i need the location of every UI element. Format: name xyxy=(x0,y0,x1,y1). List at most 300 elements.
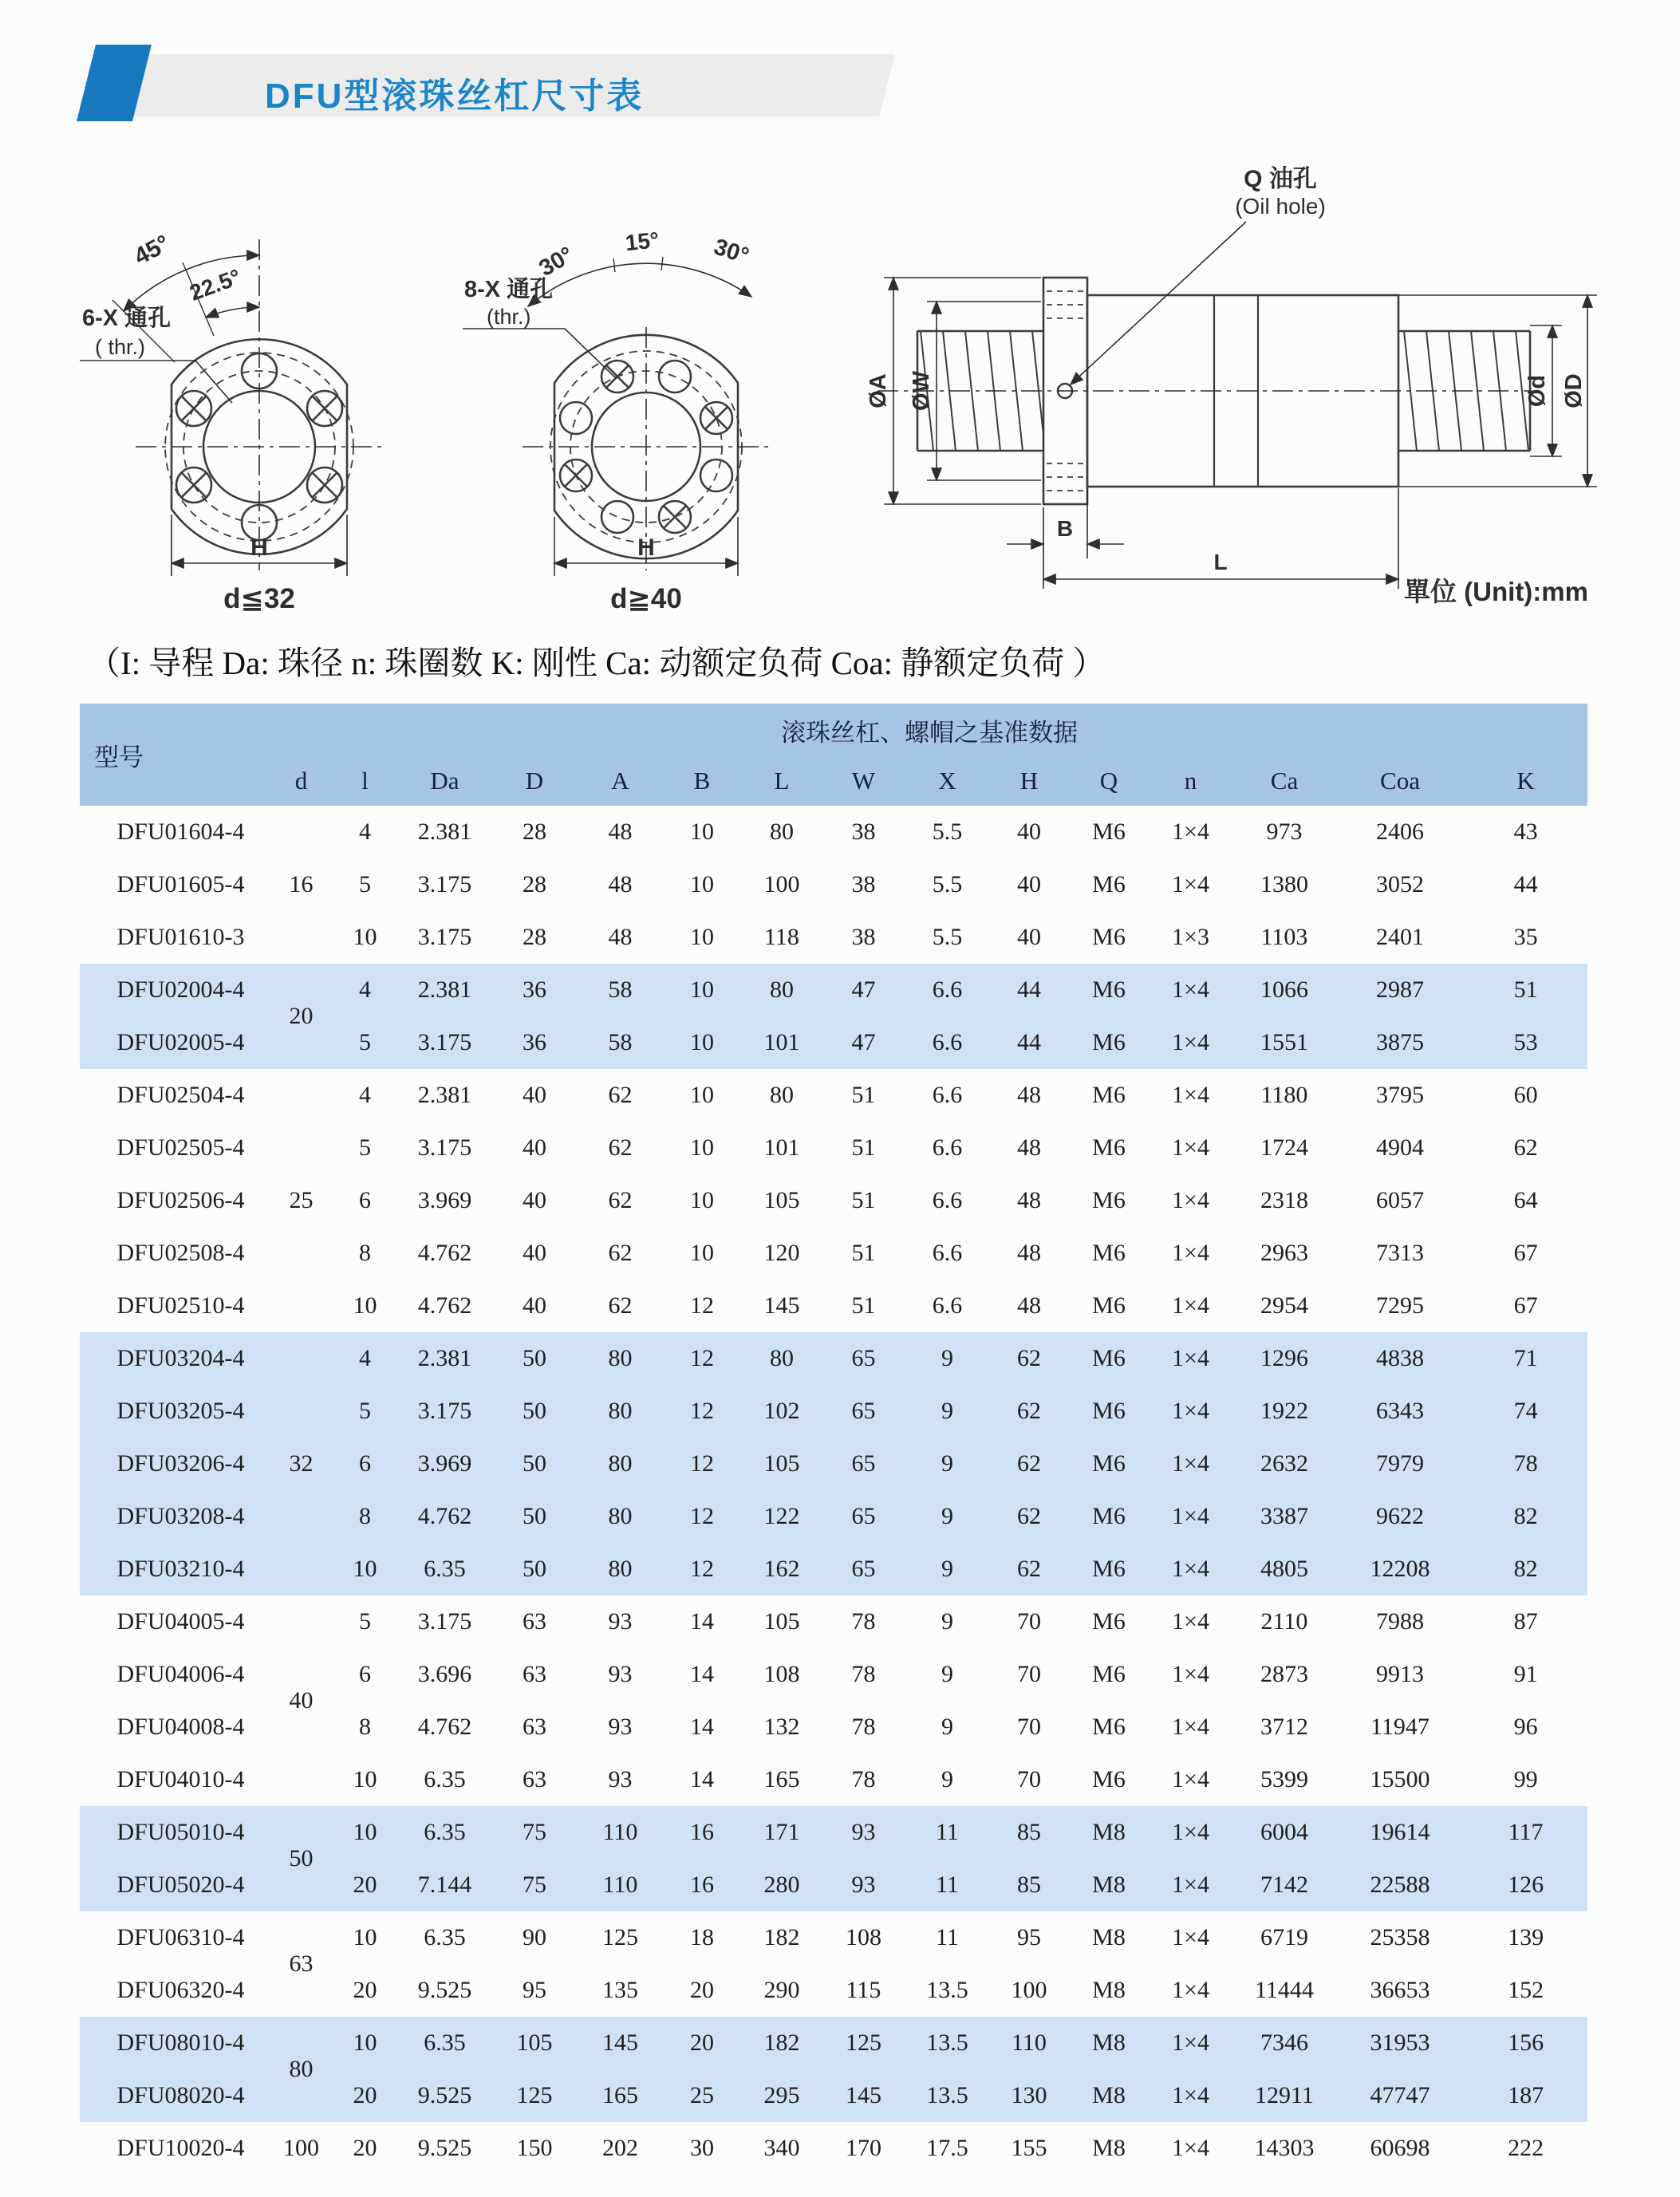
value-cell: 9 xyxy=(905,1385,989,1438)
value-cell: 6.6 xyxy=(932,1082,963,1108)
value-cell: 62 xyxy=(608,1187,633,1213)
value-cell: 10 xyxy=(331,1543,399,1595)
value-cell: M8 xyxy=(1069,1859,1149,1911)
col-header-l: l xyxy=(331,756,399,806)
value-cell: 38 xyxy=(851,818,876,845)
value-cell: 63 xyxy=(523,1661,546,1687)
col-header-B: B xyxy=(662,756,742,806)
value-cell: 11 xyxy=(936,1924,959,1950)
value-cell: 1×4 xyxy=(1172,1292,1209,1319)
angle-22-5-label: 22.5° xyxy=(186,264,244,306)
value-cell: 14 xyxy=(690,1766,714,1793)
value-cell: 51 xyxy=(851,1240,876,1266)
value-cell: 78 xyxy=(851,1608,876,1635)
flange-front-view-small-drawing xyxy=(76,128,459,618)
value-cell: 28 xyxy=(523,871,546,897)
value-cell: 9 xyxy=(941,1766,953,1793)
length-l-label: L xyxy=(1213,550,1228,574)
value-cell: 40 xyxy=(523,1082,546,1108)
value-cell: 36653 xyxy=(1370,1977,1430,2003)
value-cell: 74 xyxy=(1464,1385,1587,1438)
value-cell: 187 xyxy=(1464,2069,1587,2122)
value-cell: 48 xyxy=(1017,1240,1041,1266)
value-cell: 2987 xyxy=(1336,964,1464,1016)
value-cell: 48 xyxy=(1017,1187,1041,1213)
value-cell: 6.6 xyxy=(905,1016,989,1069)
value-cell: 51 xyxy=(851,1292,876,1319)
value-cell: 13.5 xyxy=(926,1977,968,2003)
value-cell: 16 xyxy=(662,1806,742,1859)
value-cell: 105 xyxy=(763,1608,800,1635)
value-cell: 48 xyxy=(608,871,633,897)
value-cell: 1×4 xyxy=(1149,1859,1232,1911)
value-cell: 12911 xyxy=(1232,2069,1336,2122)
value-cell: 2.381 xyxy=(399,964,491,1016)
value-cell: 2318 xyxy=(1260,1187,1308,1213)
shaft-diameter-cell: 100 xyxy=(283,2135,319,2161)
value-cell: 6.35 xyxy=(424,1766,466,1793)
value-cell: 5.5 xyxy=(932,871,963,897)
value-cell: 3052 xyxy=(1376,871,1424,897)
value-cell: 10 xyxy=(690,1134,714,1161)
value-cell: 10 xyxy=(662,964,742,1016)
value-cell: 58 xyxy=(578,1016,662,1069)
value-cell: 5 xyxy=(359,1608,371,1635)
value-cell: 62 xyxy=(989,1332,1069,1385)
value-cell: 65 xyxy=(822,1332,905,1385)
value-cell: 2963 xyxy=(1260,1240,1308,1266)
value-cell: 10 xyxy=(690,1082,714,1108)
value-cell: 125 xyxy=(822,2017,905,2069)
value-cell: 9 xyxy=(941,1714,953,1740)
value-cell: 40 xyxy=(523,1292,546,1319)
value-cell: 82 xyxy=(1464,1543,1587,1595)
value-cell: 1×4 xyxy=(1149,1490,1232,1543)
value-cell: 182 xyxy=(763,1924,800,1950)
size-range-label: d≦32 xyxy=(223,583,295,614)
value-cell: 1×4 xyxy=(1172,1766,1209,1793)
value-cell: M6 xyxy=(1092,1134,1126,1161)
value-cell: 13.5 xyxy=(905,2017,989,2069)
value-cell: 9.525 xyxy=(417,1977,472,2003)
value-cell: 1×4 xyxy=(1149,1438,1232,1490)
value-cell: 87 xyxy=(1513,1608,1538,1635)
value-cell: 1×4 xyxy=(1172,1187,1209,1213)
value-cell: 1×4 xyxy=(1172,2135,1209,2161)
value-cell: 1×4 xyxy=(1149,2069,1232,2122)
value-cell: 50 xyxy=(491,1543,578,1595)
angle-45-label: 45° xyxy=(129,230,175,270)
value-cell: 10 xyxy=(690,1240,714,1266)
value-cell: 5 xyxy=(359,1134,371,1161)
value-cell: 1×4 xyxy=(1149,1806,1232,1859)
value-cell: 93 xyxy=(608,1661,633,1687)
value-cell: 6 xyxy=(359,1187,371,1213)
value-cell: 82 xyxy=(1464,1490,1587,1543)
value-cell: 182 xyxy=(742,2017,822,2069)
value-cell: 2.381 xyxy=(417,818,472,845)
value-cell: 1922 xyxy=(1232,1385,1336,1438)
value-cell: 4.762 xyxy=(417,1240,472,1266)
value-cell: 12 xyxy=(662,1385,742,1438)
value-cell: 130 xyxy=(989,2069,1069,2122)
value-cell: 6.35 xyxy=(399,1806,491,1859)
dia-d-small-label: Ød xyxy=(1524,374,1550,408)
value-cell: 3.696 xyxy=(417,1661,472,1687)
value-cell: 60698 xyxy=(1370,2135,1430,2161)
value-cell: 93 xyxy=(822,1859,905,1911)
value-cell: 118 xyxy=(764,924,799,950)
value-cell: 7142 xyxy=(1232,1859,1336,1911)
value-cell: M6 xyxy=(1069,1438,1149,1490)
value-cell: 5.5 xyxy=(932,818,963,845)
value-cell: 40 xyxy=(523,1240,546,1266)
value-cell: 110 xyxy=(578,1859,662,1911)
value-cell: M8 xyxy=(1092,1924,1126,1950)
value-cell: 62 xyxy=(608,1292,633,1319)
legend-line: （I: 导程 Da: 珠径 n: 珠圈数 K: 刚性 Ca: 动额定负荷 Coa: 静额定负荷 ） xyxy=(88,645,1106,681)
value-cell: 8 xyxy=(359,1240,371,1266)
value-cell: M8 xyxy=(1069,1806,1149,1859)
value-cell: 48 xyxy=(1017,1082,1041,1108)
value-cell: 80 xyxy=(578,1543,662,1595)
value-cell: 100 xyxy=(1011,1977,1047,2003)
value-cell: 12 xyxy=(662,1543,742,1595)
model-cell: DFU03205-4 xyxy=(80,1385,271,1438)
value-cell: 4 xyxy=(359,818,371,845)
table-body xyxy=(80,806,1587,2175)
value-cell: 85 xyxy=(989,1806,1069,1859)
value-cell: 38 xyxy=(851,924,876,950)
table-row xyxy=(80,1806,1587,1859)
flange-front-view-large-drawing xyxy=(463,128,846,618)
value-cell: 7346 xyxy=(1232,2017,1336,2069)
value-cell: 20 xyxy=(690,1977,714,2003)
value-cell: 6.35 xyxy=(399,1543,491,1595)
model-cell: DFU03206-4 xyxy=(80,1438,271,1490)
value-cell: 65 xyxy=(822,1438,905,1490)
value-cell: 9.525 xyxy=(417,2135,472,2161)
value-cell: 4 xyxy=(359,1082,371,1108)
table-row xyxy=(80,1595,1587,1648)
table-row xyxy=(80,964,1587,1016)
value-cell: 1380 xyxy=(1260,871,1308,897)
value-cell: 16 xyxy=(662,1859,742,1911)
value-cell: 95 xyxy=(523,1977,546,2003)
value-cell: 48 xyxy=(1017,1292,1041,1319)
value-cell: 3.175 xyxy=(417,1608,472,1635)
value-cell: M6 xyxy=(1092,1082,1126,1108)
value-cell: M6 xyxy=(1092,1714,1126,1740)
value-cell: 70 xyxy=(1017,1714,1041,1740)
value-cell: 3875 xyxy=(1336,1016,1464,1069)
value-cell: 20 xyxy=(353,1977,377,2003)
angle-30-left-label: 30° xyxy=(534,242,578,282)
value-cell: 11947 xyxy=(1370,1714,1430,1740)
value-cell: 165 xyxy=(763,1766,800,1793)
value-cell: 4.762 xyxy=(417,1714,472,1740)
value-cell: 65 xyxy=(822,1385,905,1438)
col-header-X: X xyxy=(905,756,989,806)
value-cell: 10 xyxy=(353,1924,377,1950)
value-cell: 43 xyxy=(1513,818,1538,845)
model-cell: DFU08010-4 xyxy=(80,2017,271,2069)
value-cell: 1×4 xyxy=(1172,1714,1209,1740)
value-cell: 1296 xyxy=(1232,1332,1336,1385)
value-cell: 4.762 xyxy=(399,1490,491,1543)
value-cell: M6 xyxy=(1092,1187,1126,1213)
value-cell: 53 xyxy=(1464,1016,1587,1069)
shaft-diameter-cell: 32 xyxy=(271,1332,331,1595)
data-title-header: 滚珠丝杠、螺帽之基准数据 xyxy=(271,704,1587,756)
value-cell: 50 xyxy=(491,1332,578,1385)
table-row xyxy=(80,2122,1587,2175)
value-cell: 5 xyxy=(331,1016,399,1069)
value-cell: 11 xyxy=(905,1806,989,1859)
through-hole-label-line1: 8-X 通孔 xyxy=(464,277,554,302)
angle-15-label: 15° xyxy=(624,227,661,256)
col-header-d: d xyxy=(271,756,331,806)
value-cell: 170 xyxy=(846,2135,881,2161)
value-cell: 62 xyxy=(989,1543,1069,1595)
value-cell: 102 xyxy=(742,1385,822,1438)
oil-hole-label-line2: (Oil hole) xyxy=(1235,194,1326,219)
value-cell: M6 xyxy=(1092,1608,1126,1635)
value-cell: 152 xyxy=(1508,1977,1544,2003)
value-cell: 62 xyxy=(989,1438,1069,1490)
value-cell: 11 xyxy=(905,1859,989,1911)
value-cell: 1103 xyxy=(1260,924,1308,950)
model-cell: DFU06310-4 xyxy=(116,1924,245,1950)
value-cell: 93 xyxy=(822,1806,905,1859)
model-cell: DFU02005-4 xyxy=(80,1016,271,1069)
model-cell: DFU02508-4 xyxy=(116,1240,245,1266)
value-cell: 6.6 xyxy=(932,1134,963,1161)
dimension-table xyxy=(80,704,1587,2175)
value-cell: 1×3 xyxy=(1172,924,1209,950)
value-cell: M6 xyxy=(1092,1292,1126,1319)
value-cell: 6719 xyxy=(1260,1924,1308,1950)
value-cell: 51 xyxy=(851,1187,876,1213)
shaft-diameter-cell: 63 xyxy=(289,1950,314,1977)
col-header-K: K xyxy=(1464,756,1587,806)
col-header-Q: Q xyxy=(1069,756,1149,806)
value-cell: 36 xyxy=(491,1016,578,1069)
model-cell: DFU04008-4 xyxy=(116,1714,245,1740)
value-cell: 2401 xyxy=(1376,924,1424,950)
model-cell: DFU01604-4 xyxy=(116,818,245,845)
value-cell: 3.175 xyxy=(417,924,472,950)
value-cell: 80 xyxy=(578,1438,662,1490)
value-cell: 78 xyxy=(1464,1438,1587,1490)
value-cell: 25 xyxy=(662,2069,742,2122)
value-cell: 156 xyxy=(1464,2017,1587,2069)
value-cell: 110 xyxy=(578,1806,662,1859)
value-cell: 47747 xyxy=(1336,2069,1464,2122)
col-header-W: W xyxy=(822,756,905,806)
value-cell: 12 xyxy=(662,1332,742,1385)
value-cell: 3387 xyxy=(1232,1490,1336,1543)
value-cell: 5399 xyxy=(1260,1766,1308,1793)
value-cell: M6 xyxy=(1092,1661,1126,1687)
value-cell: 10 xyxy=(331,2017,399,2069)
value-cell: 12 xyxy=(662,1490,742,1543)
value-cell: 99 xyxy=(1513,1766,1538,1793)
model-cell: DFU08020-4 xyxy=(80,2069,271,2122)
value-cell: 6.6 xyxy=(932,1240,963,1266)
model-cell: DFU05020-4 xyxy=(80,1859,271,1911)
value-cell: 7295 xyxy=(1376,1292,1424,1319)
model-cell: DFU02504-4 xyxy=(116,1082,245,1108)
value-cell: 108 xyxy=(846,1924,881,1950)
value-cell: 101 xyxy=(763,1134,800,1161)
shaft-diameter-cell: 16 xyxy=(289,871,314,897)
value-cell: 1×4 xyxy=(1149,1332,1232,1385)
value-cell: M8 xyxy=(1069,2017,1149,2069)
value-cell: 80 xyxy=(578,1332,662,1385)
value-cell: 65 xyxy=(822,1490,905,1543)
value-cell: 9.525 xyxy=(399,2069,491,2122)
value-cell: 1×4 xyxy=(1172,1240,1209,1266)
value-cell: 135 xyxy=(602,1977,638,2003)
value-cell: 9913 xyxy=(1376,1661,1424,1687)
value-cell: 1180 xyxy=(1260,1082,1308,1108)
value-cell: 80 xyxy=(578,1385,662,1438)
value-cell: 145 xyxy=(578,2017,662,2069)
value-cell: 80 xyxy=(742,1332,822,1385)
value-cell: 340 xyxy=(763,2135,800,2161)
value-cell: 40 xyxy=(523,1187,546,1213)
value-cell: 162 xyxy=(742,1543,822,1595)
value-cell: 2406 xyxy=(1376,818,1424,845)
shaft-diameter-cell: 50 xyxy=(271,1806,331,1911)
page-title: DFU型滚珠丝杠尺寸表 xyxy=(265,77,645,116)
value-cell: 65 xyxy=(822,1543,905,1595)
value-cell: 222 xyxy=(1508,2135,1544,2161)
value-cell: 4904 xyxy=(1376,1134,1424,1161)
value-cell: M8 xyxy=(1092,1977,1126,2003)
through-hole-label-line2: (thr.) xyxy=(487,305,531,329)
value-cell: 78 xyxy=(851,1714,876,1740)
value-cell: 1×4 xyxy=(1172,1082,1209,1108)
value-cell: 71 xyxy=(1464,1332,1587,1385)
value-cell: 117 xyxy=(1464,1806,1587,1859)
value-cell: 3712 xyxy=(1260,1714,1308,1740)
model-cell: DFU01605-4 xyxy=(116,871,245,897)
value-cell: 67 xyxy=(1513,1292,1538,1319)
value-cell: 70 xyxy=(1017,1661,1041,1687)
value-cell: 155 xyxy=(1011,2135,1047,2161)
value-cell: 295 xyxy=(742,2069,822,2122)
value-cell: 12 xyxy=(690,1292,714,1319)
value-cell: 28 xyxy=(523,818,546,845)
value-cell: 1×4 xyxy=(1149,964,1232,1016)
col-header-Da: Da xyxy=(399,756,491,806)
value-cell: 20 xyxy=(662,2017,742,2069)
value-cell: 108 xyxy=(763,1661,800,1687)
value-cell: 44 xyxy=(989,1016,1069,1069)
value-cell: 64 xyxy=(1513,1187,1538,1213)
value-cell: 93 xyxy=(608,1766,633,1793)
value-cell: 6057 xyxy=(1376,1187,1424,1213)
value-cell: 93 xyxy=(608,1608,633,1635)
value-cell: M6 xyxy=(1069,1016,1149,1069)
value-cell: 3.175 xyxy=(417,871,472,897)
col-header-Coa: Coa xyxy=(1336,756,1464,806)
value-cell: 36 xyxy=(491,964,578,1016)
value-cell: 1×4 xyxy=(1149,1016,1232,1069)
value-cell: 96 xyxy=(1513,1714,1538,1740)
value-cell: 19614 xyxy=(1336,1806,1464,1859)
value-cell: 50 xyxy=(491,1385,578,1438)
value-cell: 9 xyxy=(905,1543,989,1595)
value-cell: 5.5 xyxy=(932,924,963,950)
value-cell: 20 xyxy=(353,2135,377,2161)
value-cell: 14 xyxy=(690,1661,714,1687)
value-cell: 80 xyxy=(578,1490,662,1543)
value-cell: M6 xyxy=(1092,1766,1126,1793)
dia-d-big-label: ØD xyxy=(1561,373,1587,408)
value-cell: 28 xyxy=(523,924,546,950)
value-cell: 6.6 xyxy=(905,964,989,1016)
value-cell: 75 xyxy=(491,1859,578,1911)
value-cell: 1×4 xyxy=(1172,1134,1209,1161)
value-cell: 3.175 xyxy=(399,1016,491,1069)
value-cell: 62 xyxy=(989,1490,1069,1543)
value-cell: 10 xyxy=(662,1016,742,1069)
value-cell: 3.969 xyxy=(399,1438,491,1490)
value-cell: 1×4 xyxy=(1172,1608,1209,1635)
value-cell: 145 xyxy=(822,2069,905,2122)
width-h-label: H xyxy=(637,534,655,561)
col-header-n: n xyxy=(1149,756,1232,806)
value-cell: 85 xyxy=(989,1859,1069,1911)
table-row xyxy=(80,1332,1587,1385)
value-cell: 9 xyxy=(941,1661,953,1687)
model-cell: DFU03204-4 xyxy=(80,1332,271,1385)
value-cell: 165 xyxy=(578,2069,662,2122)
value-cell: 12208 xyxy=(1336,1543,1464,1595)
value-cell: 9 xyxy=(905,1490,989,1543)
value-cell: 10 xyxy=(690,871,714,897)
col-header-H: H xyxy=(989,756,1069,806)
value-cell: M6 xyxy=(1092,1240,1126,1266)
value-cell: 280 xyxy=(742,1859,822,1911)
value-cell: 2954 xyxy=(1260,1292,1308,1319)
value-cell: 6.35 xyxy=(424,1924,466,1950)
model-cell: DFU05010-4 xyxy=(80,1806,271,1859)
value-cell: M6 xyxy=(1092,871,1126,897)
model-cell: DFU04006-4 xyxy=(116,1661,245,1687)
dia-a-label: ØA xyxy=(866,373,891,408)
value-cell: 4 xyxy=(331,1332,399,1385)
col-header-Ca: Ca xyxy=(1232,756,1336,806)
value-cell: M6 xyxy=(1092,818,1126,845)
value-cell: 973 xyxy=(1266,818,1303,845)
value-cell: 62 xyxy=(1513,1134,1538,1161)
value-cell: 6 xyxy=(359,1661,371,1687)
value-cell: 2110 xyxy=(1260,1608,1308,1635)
value-cell: M6 xyxy=(1069,1385,1149,1438)
model-cell: DFU02004-4 xyxy=(80,964,271,1016)
value-cell: 91 xyxy=(1513,1661,1538,1687)
value-cell: 122 xyxy=(742,1490,822,1543)
value-cell: 12 xyxy=(662,1438,742,1490)
shaft-diameter-cell: 80 xyxy=(271,2017,331,2122)
value-cell: M6 xyxy=(1069,1490,1149,1543)
angle-30-right-label: 30° xyxy=(710,234,752,270)
value-cell: 62 xyxy=(608,1134,633,1161)
